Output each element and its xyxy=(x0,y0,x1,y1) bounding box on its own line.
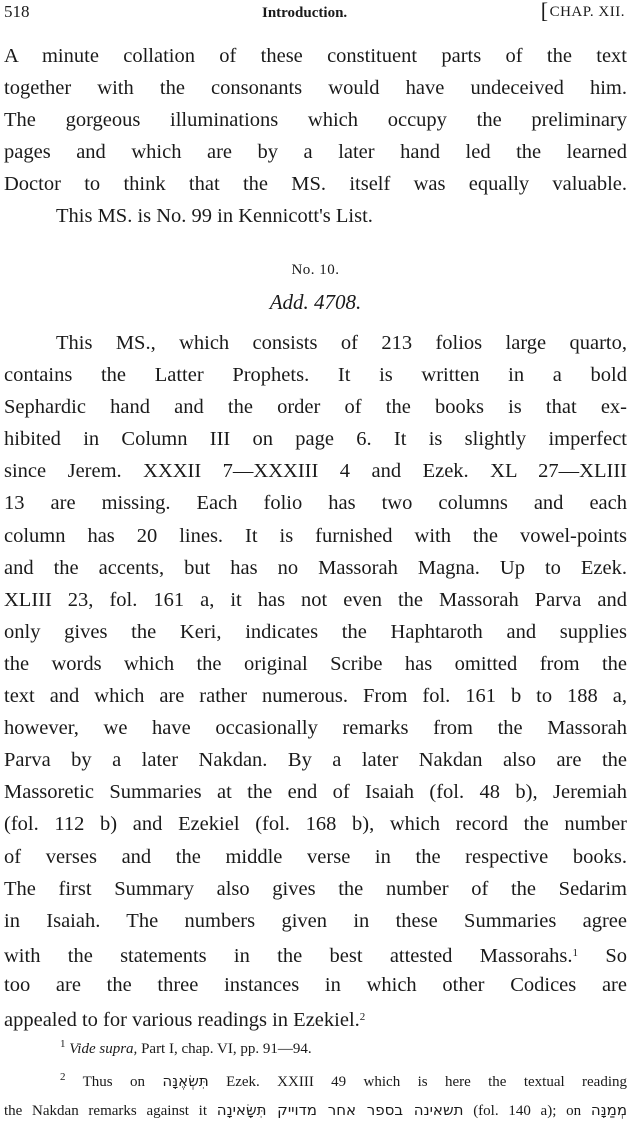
text-line: 13 are missing. Each folio has two columns and each xyxy=(4,492,627,515)
footnote-2-continued: the Nakdan remarks against it תשאינה בספר אחר מדוייק תִּשָּׂאינָה (fol. 140 a); on מְמַנָּה xyxy=(4,1101,628,1119)
text-line: XLIII 23, fol. 161 a, it has not even the Massorah Parva and xyxy=(4,588,627,611)
text-line: pages and which are by a later hand led the learned xyxy=(4,141,627,164)
text-line: A minute collation of these constituent parts of the text xyxy=(4,45,627,67)
text-line: This MS. is No. 99 in Kennicott's List. xyxy=(56,205,373,228)
text-line-with-footnote: appealed to for various readings in Ezekiel.$^2$ xyxy=(4,1008,366,1031)
text-line: contains the Latter Prophets. It is written in a bold xyxy=(4,364,627,387)
text-line: in Isaiah. The numbers given in these Summaries agree xyxy=(4,909,627,932)
text-line: and the accents, but has no Massorah Magna. Up to Ezek. xyxy=(4,556,627,579)
text-line: Sephardic hand and the order of the books is that ex- xyxy=(4,396,627,419)
text-line: only gives the Keri, indicates the Haphtaroth and supplies xyxy=(4,620,627,643)
footnote-ref-2[interactable]: 2 xyxy=(359,1010,366,1023)
text-line: together with the consonants would have undeceived him. xyxy=(4,77,627,100)
text-line: of verses and the middle verse in the respective books. xyxy=(4,845,627,868)
section-title: Add. 4708. xyxy=(269,290,362,314)
text-line: The first Summary also gives the number of the Sedarim xyxy=(4,877,627,900)
text-line: too are the three instances in which other Codices are xyxy=(4,973,627,996)
chapter-label: [CHAP. XII. xyxy=(540,0,625,23)
text-line: text and which are rather numerous. From fol. 161 b to 188 a, xyxy=(4,685,627,708)
paragraph-1 xyxy=(4,40,627,233)
section-number: No. 10. xyxy=(291,262,340,278)
text-line: hibited in Column III on page 6. It is slightly imperfect xyxy=(4,428,627,451)
page-number: 518 xyxy=(4,2,30,21)
footnotes xyxy=(4,1030,627,1125)
paragraph-2 xyxy=(4,327,627,1033)
footnote-2: $^2$ Thus on תִּשְׂאֶנָּה Ezek. XXIII 49 which is here the textual reading xyxy=(60,1071,628,1090)
text-line: Doctor to think that the MS. itself was equally valuable. xyxy=(4,173,627,196)
footnote-ref-1[interactable]: 1 xyxy=(572,946,579,959)
text-line: however, we have occasionally remarks from the Massorah xyxy=(4,717,627,740)
text-line: Massoretic Summaries at the end of Isaiah (fol. 48 b), Jeremiah xyxy=(4,781,627,804)
page-header xyxy=(0,0,631,28)
running-title: Introduction. xyxy=(262,5,348,21)
text-line: since Jerem. XXXII 7—XXXIII 4 and Ezek. XL 27—XLIII xyxy=(4,460,627,483)
text-line: the words which the original Scribe has omitted from the xyxy=(4,652,627,675)
text-line: The gorgeous illuminations which occupy the preliminary xyxy=(4,109,627,132)
text-line: column has 20 lines. It is furnished with the vowel-points xyxy=(4,524,627,547)
footnote-1: $^1$ Vide supra, Part I, chap. VI, pp. 91—94. xyxy=(60,1038,312,1057)
text-line: (fol. 112 b) and Ezekiel (fol. 168 b), which record the number xyxy=(4,813,627,836)
text-line-with-footnote: with the statements in the best attested Massorahs.$^1$ So xyxy=(4,944,627,967)
text-line: This MS., which consists of 213 folios large quarto, xyxy=(56,332,627,354)
text-line: Parva by a later Nakdan. By a later Nakdan also are the xyxy=(4,749,627,772)
